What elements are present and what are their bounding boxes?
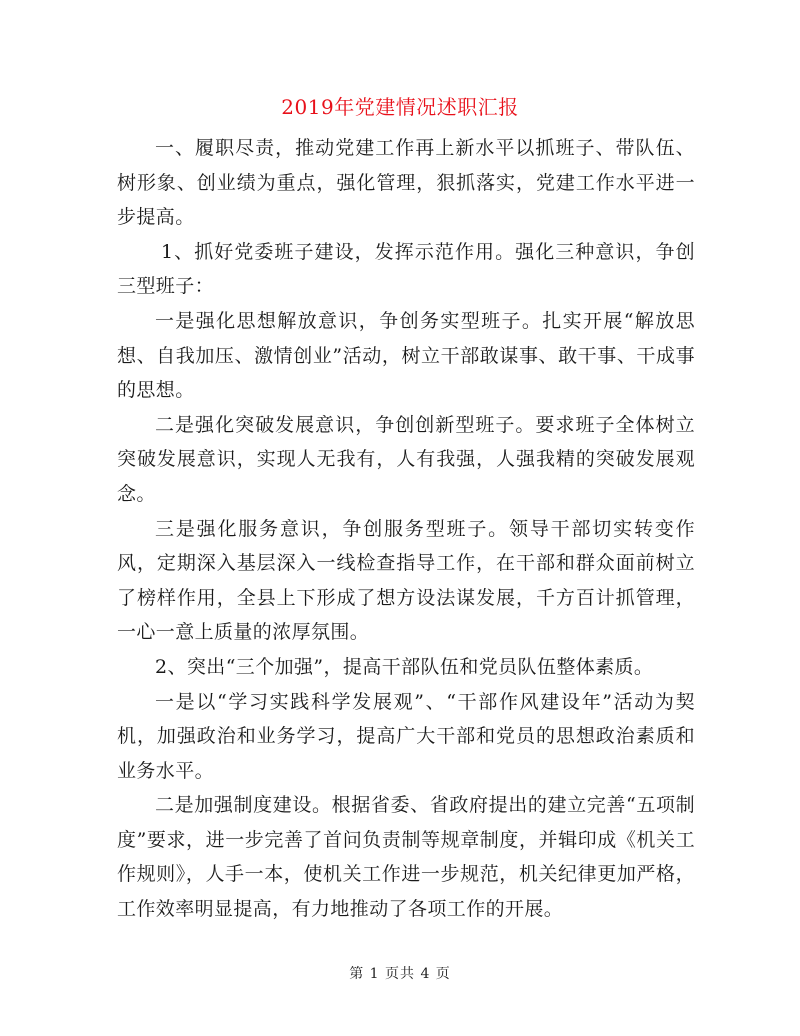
paragraph-item-2: 2、突出“三个加强”，提高干部队伍和党员队伍整体素质。 [155,655,654,678]
paragraph-item-2-point-1: 一是以“学习实践科学发展观”、“干部作风建设年”活动为契机，加强政治和业务学习，提高广大干部和党员的思想政治素质和业务水平。 [117,690,695,782]
paragraph-item-2-point-2: 二是加强制度建设。根据省委、省政府提出的建立完善“五项制度”要求，进一步完善了首问负责制等规章制度，并辑印成《机关工作规则》，人手一本，使机关工作进一步规范，机关纪律更加严格，工作效率明显提高，有力地推动了各项工作的开展。 [117,794,695,921]
paragraph-item-1: 1、抓好党委班子建设，发挥示范作用。强化三种意识，争创三型班子： [117,240,695,298]
paragraph-section-1: 一、履职尽责，推动党建工作再上新水平以抓班子、带队伍、树形象、创业绩为重点，强化管理，狠抓落实，党建工作水平进一步提高。 [117,137,695,229]
document-title: 2019年党建情况述职汇报 [281,95,519,119]
paragraph-item-1-point-1: 一是强化思想解放意识，争创务实型班子。扎实开展“解放思想、自我加压、激情创业”活动，树立干部敢谋事、敢干事、干成事的思想。 [117,309,695,402]
page-number-footer: 第 1 页共 4 页 [349,966,451,982]
paragraph-item-1-point-3: 三是强化服务意识，争创服务型班子。领导干部切实转变作风，定期深入基层深入一线检查指导工作，在干部和群众面前树立了榜样作用，全县上下形成了想方设法谋发展，千方百计抓管理，一心一意上质量的浓厚氛围。 [117,517,695,644]
document-body [117,131,695,927]
paragraph-item-1-point-2: 二是强化突破发展意识，争创创新型班子。要求班子全体树立突破发展意识，实现人无我有，人有我强，人强我精的突破发展观念。 [117,413,695,505]
